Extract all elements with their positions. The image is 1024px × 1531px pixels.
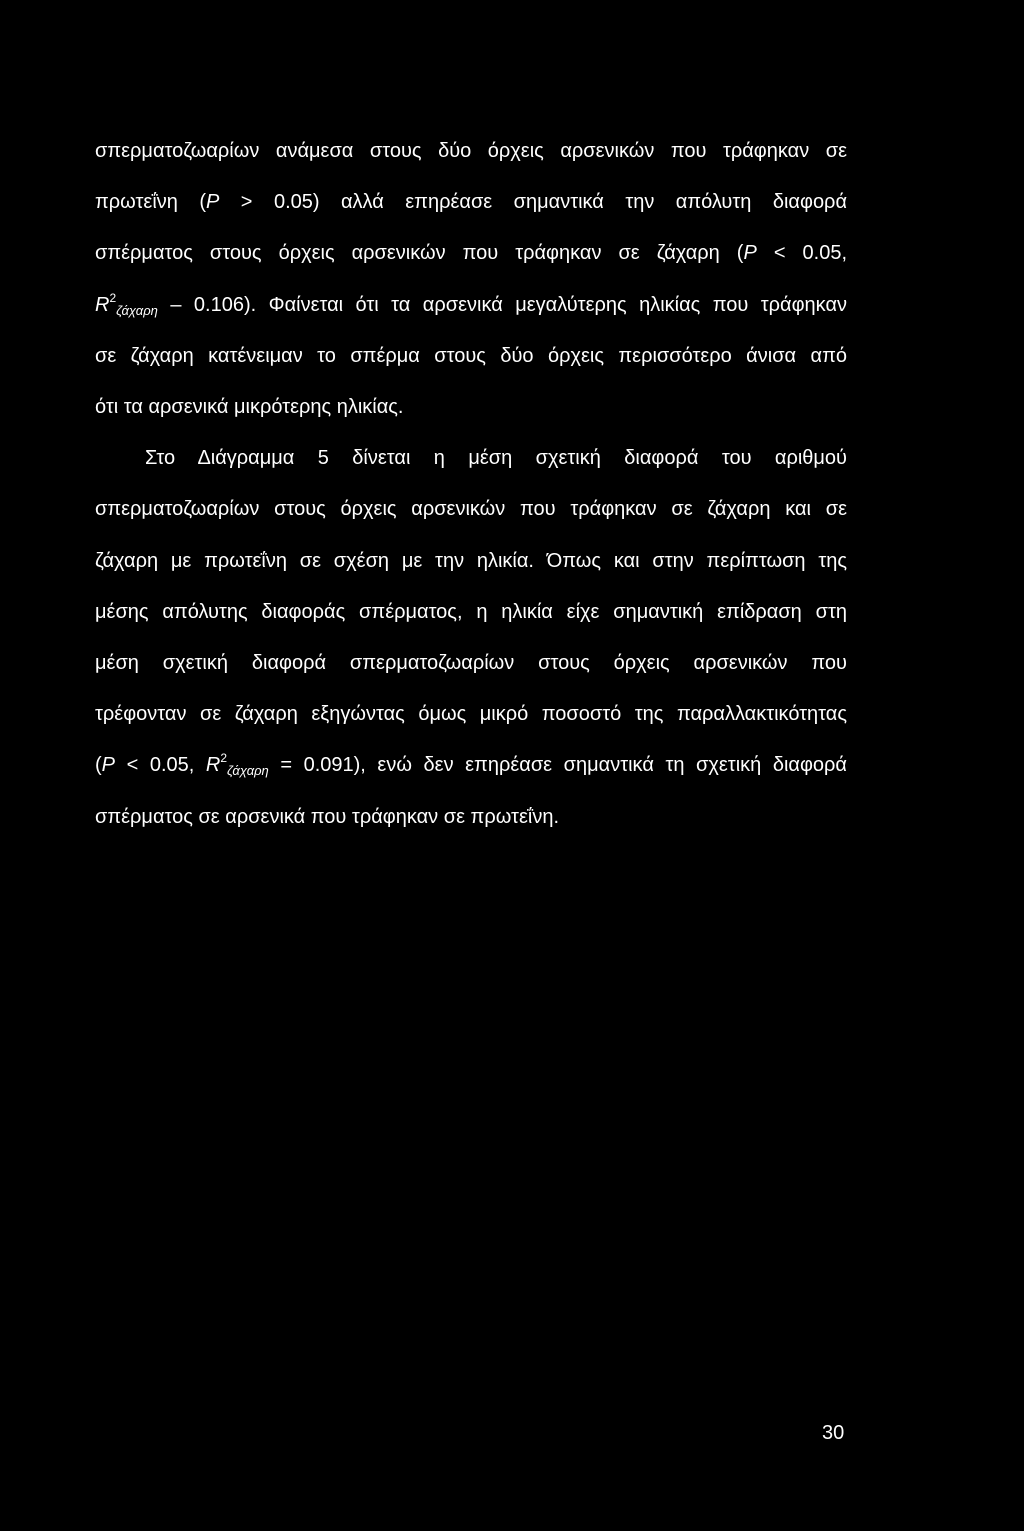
paragraph-1 bbox=[95, 126, 847, 433]
r-squared-symbol: R bbox=[95, 293, 110, 316]
paragraph-2-line-5: μέση σχετική διαφορά σπερματοζωαρίων στους όρχεις αρσενικών που bbox=[95, 652, 847, 675]
text-run: πρωτεΐνη ( bbox=[95, 191, 207, 214]
paragraph-1-line-5: σε ζάχαρη κατένειμαν το σπέρμα στους δύο όρχεις περισσότερο άνισα από bbox=[95, 344, 847, 367]
page-number: 30 bbox=[822, 1422, 845, 1444]
r-squared-symbol: R bbox=[205, 754, 221, 777]
subscript: ζάχαρη bbox=[227, 763, 269, 779]
text-run: = 0.091), ενώ δεν επηρέασε σημαντικά τη σχετική διαφορά bbox=[268, 754, 847, 777]
p-value-symbol: P bbox=[206, 191, 220, 214]
paragraph-2-line-6: τρέφονταν σε ζάχαρη εξηγώντας όμως μικρό ποσοστό της παραλλακτικότητας bbox=[95, 703, 847, 726]
paragraph-2-line-4: μέσης απόλυτης διαφοράς σπέρματος, η ηλικία είχε σημαντική επίδραση στη bbox=[95, 600, 847, 623]
paragraph-2-line-7 bbox=[95, 740, 847, 791]
superscript: 2 bbox=[109, 290, 117, 305]
paragraph-2-line-1: Στο Διάγραμμα 5 δίνεται η μέση σχετική διαφορά του αριθμού bbox=[145, 447, 847, 470]
paragraph-1-line-3 bbox=[95, 228, 847, 279]
text-run: < 0.05, bbox=[115, 754, 206, 777]
paragraph-2-line-8: σπέρματος σε αρσενικά που τράφηκαν σε πρωτεΐνη. bbox=[95, 805, 559, 828]
paragraph-1-line-2 bbox=[95, 177, 847, 228]
paragraph-1-line-1: σπερματοζωαρίων ανάμεσα στους δύο όρχεις αρσενικών που τράφηκαν σε bbox=[95, 140, 847, 162]
paragraph-1-line-4 bbox=[95, 280, 847, 331]
text-run: > 0.05) αλλά επηρέασε σημαντικά την απόλυτη διαφορά bbox=[219, 191, 848, 214]
paragraph-1-line-6: ότι τα αρσενικά μικρότερης ηλικίας. bbox=[95, 396, 404, 419]
paragraph-2-line-3: ζάχαρη με πρωτεΐνη σε σχέση με την ηλικία. Όπως και στην περίπτωση της bbox=[95, 549, 847, 572]
subscript: ζάχαρη bbox=[116, 302, 158, 318]
text-run: ( bbox=[95, 754, 102, 777]
text-run: – 0.106). Φαίνεται ότι τα αρσενικά μεγαλύτερης ηλικίας που τράφηκαν bbox=[157, 293, 847, 316]
paragraph-2 bbox=[95, 433, 847, 843]
paragraph-2-line-2: σπερματοζωαρίων στους όρχεις αρσενικών που τράφηκαν σε ζάχαρη και σε bbox=[95, 498, 847, 521]
p-value-symbol: P bbox=[743, 242, 757, 265]
document-body bbox=[95, 126, 847, 843]
superscript: 2 bbox=[220, 751, 228, 766]
text-run: σπέρματος στους όρχεις αρσενικών που τράφηκαν σε ζάχαρη ( bbox=[95, 242, 744, 265]
p-value-symbol: P bbox=[101, 754, 116, 777]
text-run: < 0.05, bbox=[756, 242, 847, 265]
